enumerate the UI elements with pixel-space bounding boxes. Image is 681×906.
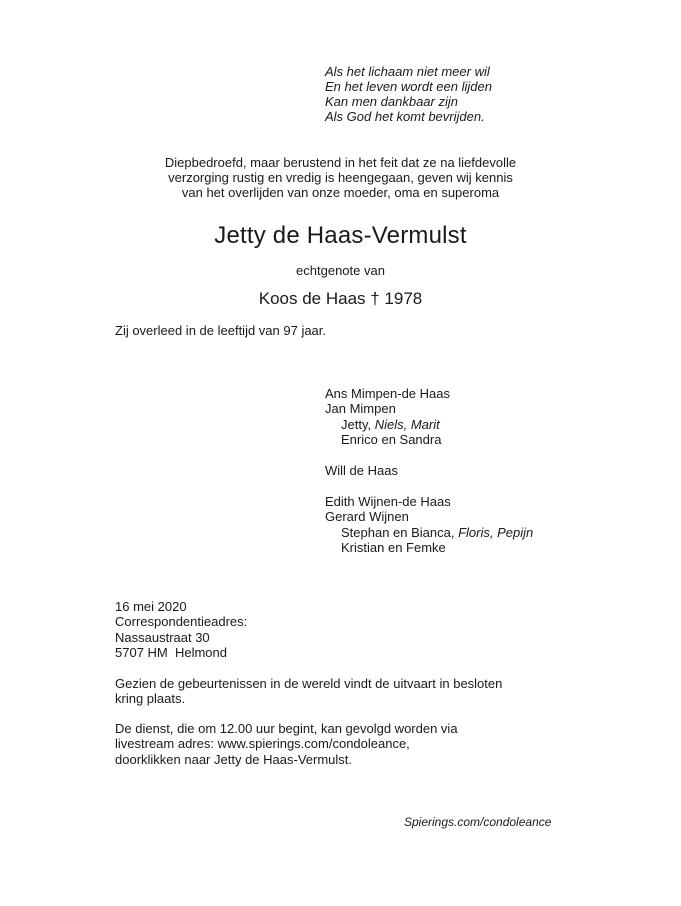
family-list [325, 386, 533, 555]
intro-line: verzorging rustig en vredig is heengegaan, geven wij kennis [168, 170, 513, 185]
address-city: 5707 HM Helmond [115, 645, 227, 661]
spacer [325, 478, 533, 493]
poem-line: En het leven wordt een lijden [325, 79, 492, 94]
spouse-name: Koos de Haas † 1978 [258, 289, 423, 308]
spacer [325, 448, 533, 463]
correspondence-address [115, 599, 247, 661]
grandchild-line [325, 417, 533, 432]
grandchild-line: Kristian en Femke [341, 540, 446, 556]
deceased-name: Jetty de Haas-Vermulst [214, 222, 467, 249]
intro-text [100, 155, 581, 200]
notice-line: livestream adres: www.spierings.com/condoleance, [115, 736, 410, 752]
family-member: Gerard Wijnen [325, 509, 409, 525]
notice-line: De dienst, die om 12.00 uur begint, kan gevolgd worden via [115, 721, 458, 736]
date: 16 mei 2020 [115, 599, 187, 614]
great-grandchildren: Floris, Pepijn [458, 524, 534, 540]
intro-line: van het overlijden van onze moeder, oma en superoma [181, 185, 500, 200]
grandchild-line: Enrico en Sandra [341, 432, 442, 448]
family-member: Jan Mimpen [325, 401, 396, 417]
poem-line: Als het lichaam niet meer wil [325, 64, 490, 79]
poem-line: Kan men dankbaar zijn [325, 94, 458, 109]
notice-line: doorklikken naar Jetty de Haas-Vermulst. [115, 751, 352, 767]
great-grandchildren: Niels, Marit [374, 416, 440, 432]
funeral-notice [115, 676, 585, 707]
footer-link[interactable]: Spierings.com/condoleance [404, 815, 552, 829]
livestream-notice [115, 721, 585, 767]
poem [325, 64, 492, 124]
poem-line: Als God het komt bevrijden. [325, 109, 485, 124]
grandchild-name: Stephan en Bianca, [341, 524, 459, 540]
grandchild-name: Jetty, [341, 416, 375, 432]
notice-line: Gezien de gebeurtenissen in de wereld vindt de uitvaart in besloten [115, 676, 503, 691]
grandchild-line [325, 525, 533, 540]
spouse-label: echtgenote van [296, 263, 385, 278]
intro-line: Diepbedroefd, maar berustend in het feit dat ze na liefdevolle [164, 155, 517, 170]
family-member: Will de Haas [325, 463, 398, 479]
family-member: Ans Mimpen-de Haas [325, 386, 450, 401]
address-street: Nassaustraat 30 [115, 629, 210, 645]
notice-line: kring plaats. [115, 691, 186, 707]
age-text: Zij overleed in de leeftijd van 97 jaar. [115, 323, 327, 338]
family-member: Edith Wijnen-de Haas [325, 493, 451, 509]
address-label: Correspondentieadres: [115, 614, 248, 630]
